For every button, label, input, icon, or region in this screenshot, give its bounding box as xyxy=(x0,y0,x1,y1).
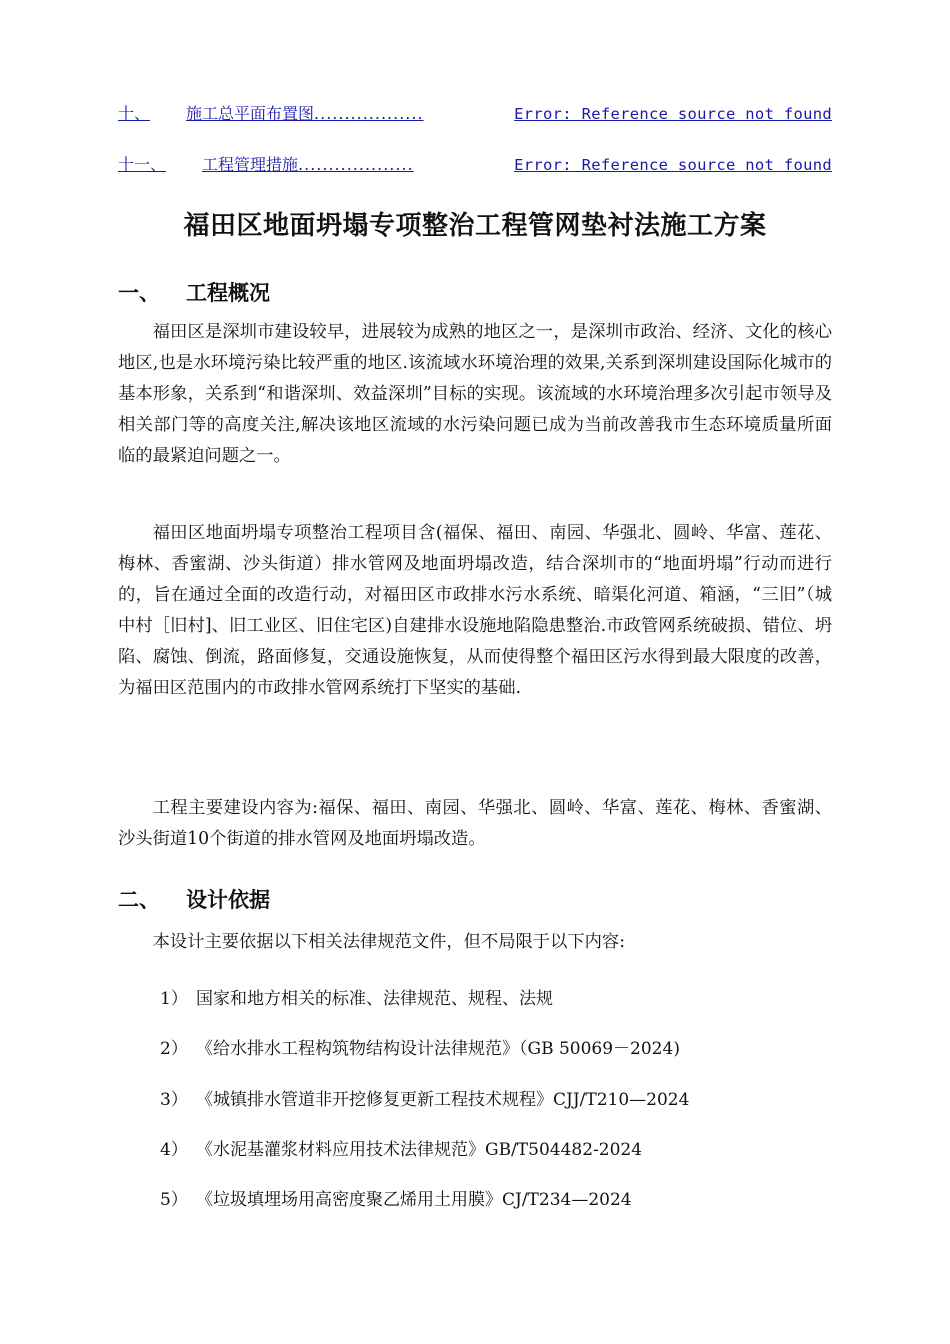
toc-entry-reference: Error: Reference source not found xyxy=(514,156,832,174)
list-item-text: 《城镇排水管道非开挖修复更新工程技术规程》CJJ/T210—2024 xyxy=(196,1090,690,1110)
section-heading xyxy=(118,277,270,307)
toc-entry[interactable] xyxy=(118,152,832,175)
section-intro: 本设计主要依据以下相关法律规范文件，但不局限于以下内容: xyxy=(152,932,626,952)
list-item xyxy=(160,1135,642,1160)
toc-entry-number: 十、 xyxy=(118,104,151,123)
section-heading xyxy=(118,884,270,914)
list-item-number: 5） xyxy=(160,1190,188,1210)
toc-entry[interactable] xyxy=(118,101,832,124)
section-number: 一、 xyxy=(118,280,160,305)
list-item-text: 《水泥基灌浆材料应用技术法律规范》GB/T504482-2024 xyxy=(196,1140,643,1160)
list-item xyxy=(160,1034,680,1059)
list-item-text: 《给水排水工程构筑物结构设计法律规范》（GB 50069－2024) xyxy=(196,1039,680,1059)
toc-entry-leader: ................... xyxy=(298,155,414,174)
list-item-text: 国家和地方相关的标准、法律规范、规程、法规 xyxy=(196,989,553,1009)
section-title: 工程概况 xyxy=(186,280,270,305)
list-item-number: 1） xyxy=(160,989,188,1009)
list-item-number: 4） xyxy=(160,1140,188,1160)
list-item xyxy=(160,1185,632,1210)
list-item xyxy=(160,984,553,1009)
toc-entry-title: 施工总平面布置图 xyxy=(186,104,315,123)
section-number: 二、 xyxy=(118,887,160,912)
body-paragraph: 福田区是深圳市建设较早，进展较为成熟的地区之一，是深圳市政治、经济、文化的核心地区,也是水环境污染比较严重的地区.该流域水环境治理的效果,关系到深圳建设国际化城市的基本形象，关系到“和谐深圳、效益深圳”目标的实现。该流域的水环境治理多次引起市领导及相关部门等的高度关注,解决该地区流域的水污染问题已成为当前改善我市生态环境质量所面临的最紧迫问题之一。 xyxy=(118,322,832,466)
list-item-text: 《垃圾填埋场用高密度聚乙烯用土用膜》CJ/T234—2024 xyxy=(196,1190,632,1210)
body-paragraph: 福田区地面坍塌专项整治工程项目含(福保、福田、南园、华强北、圆岭、华富、莲花、梅林、香蜜湖、沙头街道）排水管网及地面坍塌改造，结合深圳市的“地面坍塌”行动而进行的，旨在通过全面的改造行动，对福田区市政排水污水系统、暗渠化河道、箱涵，“三旧”（城中村［旧村]、旧工业区、旧住宅区)自建排水设施地陷隐患整治.市政管网系统破损、错位、坍陷、腐蚀、倒流，路面修复，交通设施恢复，从而使得整个福田区污水得到最大限度的改善，为福田区范围内的市政排水管网系统打下坚实的基础. xyxy=(118,523,832,698)
section-title: 设计依据 xyxy=(186,887,270,912)
list-item-number: 2） xyxy=(160,1039,188,1059)
body-paragraph: 工程主要建设内容为:福保、福田、南园、华强北、圆岭、华富、莲花、梅林、香蜜湖、沙头街道10个街道的排水管网及地面坍塌改造。 xyxy=(118,798,832,849)
toc-entry-reference: Error: Reference source not found xyxy=(514,105,832,123)
list-item xyxy=(160,1085,689,1110)
list-item-number: 3） xyxy=(160,1090,188,1110)
document-title: 福田区地面坍塌专项整治工程管网垫衬法施工方案 xyxy=(183,211,767,241)
toc-entry-leader: .................. xyxy=(314,104,424,123)
toc-entry-number: 十一、 xyxy=(118,155,167,174)
toc-entry-title: 工程管理措施 xyxy=(202,155,299,174)
